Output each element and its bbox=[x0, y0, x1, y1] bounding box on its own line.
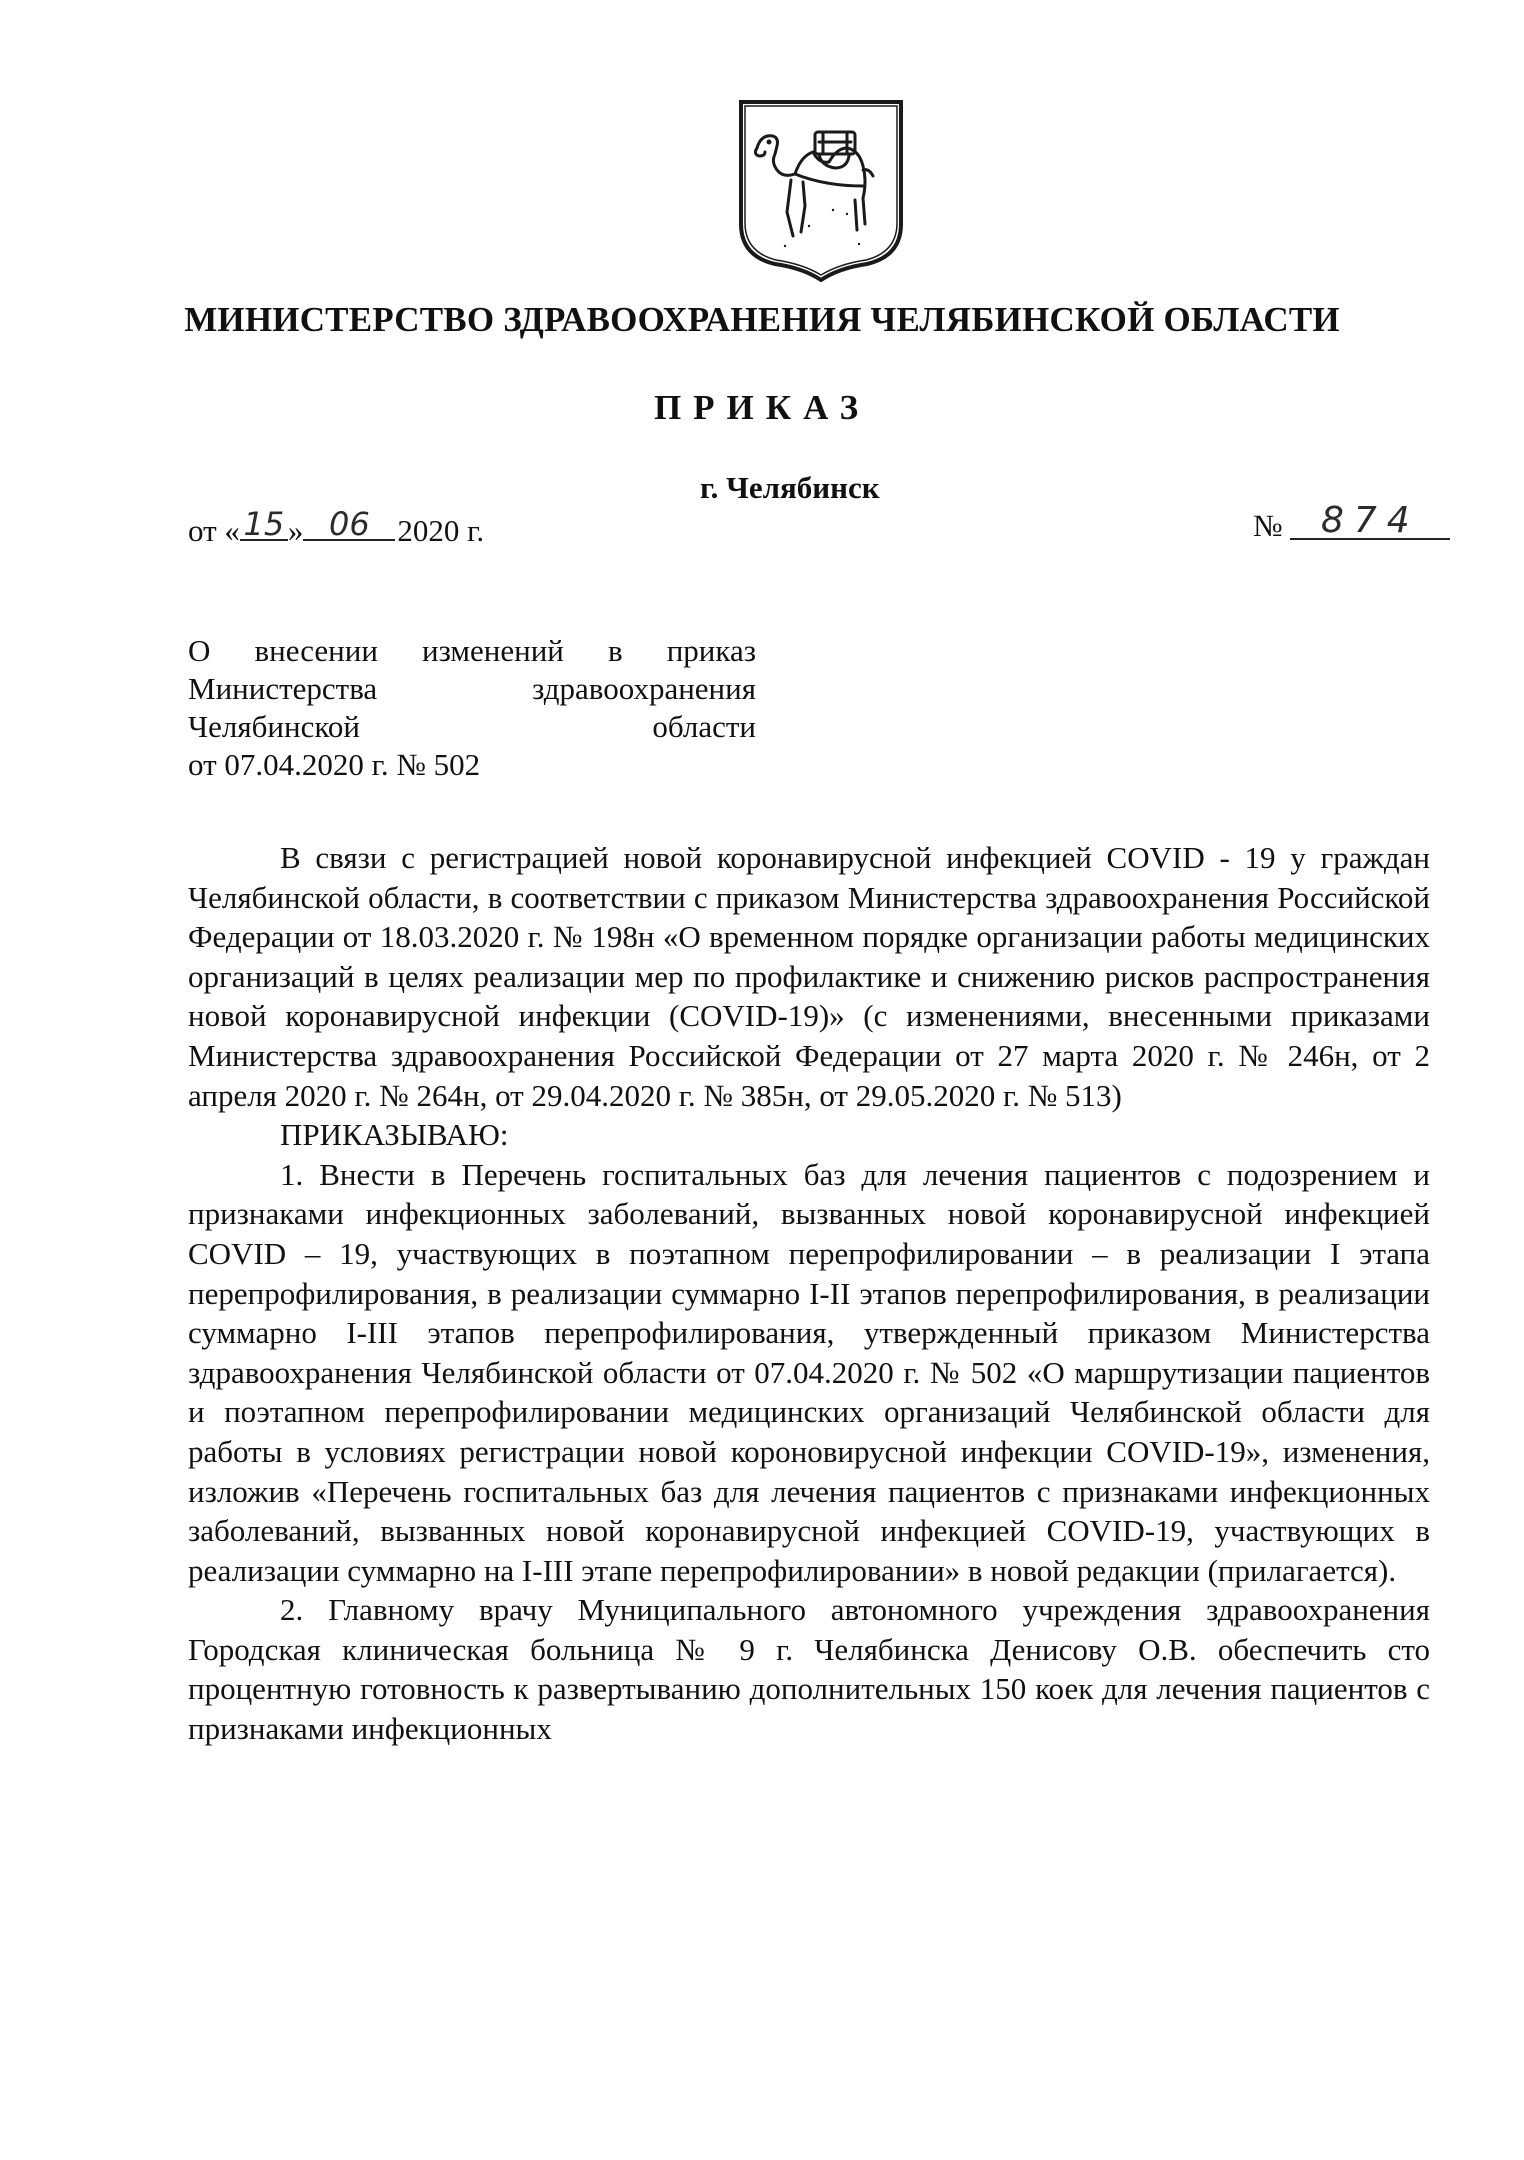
date-suffix: 2020 г. bbox=[397, 513, 485, 548]
subject-line: О внесении изменений в приказ bbox=[188, 633, 756, 668]
subject-line: Министерства здравоохранения bbox=[188, 671, 756, 706]
document-type-title: ПРИКАЗ bbox=[653, 388, 871, 427]
date-day-handwritten: 15 bbox=[240, 509, 288, 541]
date-month-handwritten: 06 bbox=[303, 509, 395, 541]
subject-line: от 07.04.2020 г. № 502 bbox=[188, 747, 481, 782]
order-date bbox=[188, 505, 485, 549]
coat-of-arms-camel-icon bbox=[735, 96, 907, 282]
order-subject bbox=[188, 632, 756, 784]
date-mid: » bbox=[287, 513, 304, 548]
order-item-2: 2. Главному врачу Муниципального автономного учреждения здравоохранения Городская клиническая больница № 9 г. Челябинска Денисову О.В. обеспечить сто процентную готовность к развертыванию дополнительных 150 коек для лечения пациентов с признаками инфекционных bbox=[188, 1592, 1430, 1747]
ministry-title: МИНИСТЕРСТВО ЗДРАВООХРАНЕНИЯ ЧЕЛЯБИНСКОЙ ОБЛАСТИ bbox=[184, 300, 1340, 339]
subject-line: Челябинской области bbox=[188, 709, 756, 744]
city-label: г. Челябинск bbox=[700, 470, 880, 505]
order-body bbox=[188, 838, 1430, 1749]
preamble-paragraph: В связи с регистрацией новой коронавирусной инфекцией COVID - 19 у граждан Челябинской области, в соответствии с приказом Министерства здравоохранения Российской Федерации от 18.03.2020 г. № 198н «О временном порядке организации работы медицинских организаций в целях реализации мер по профилактике и снижению рисков распространения новой коронавирусной инфекции (COVID-19)» (с изменениями, внесенными приказами Министерства здравоохранения Российской Федерации от 27 марта 2020 г. № 246н, от 2 апреля 2020 г. № 264н, от 29.04.2020 г. № 385н, от 29.05.2020 г. № 513) bbox=[188, 840, 1430, 1113]
directive-heading: ПРИКАЗЫВАЮ: bbox=[280, 1117, 509, 1153]
order-item-1: 1. Внести в Перечень госпитальных баз для лечения пациентов с подозрением и признаками инфекционных заболеваний, вызванных новой коронавирусной инфекцией COVID – 19, участвующих в поэтапном перепрофилировании – в реализации I этапа перепрофилирования, в реализации суммарно I-II этапов перепрофилирования, в реализации суммарно I-III этапов перепрофилирования, утвержденный приказом Министерства здравоохранения Челябинской области от 07.04.2020 г. № 502 «О маршрутизации пациентов и поэтапном перепрофилировании медицинских организаций Челябинской области для работы в условиях регистрации новой короновирусной инфекции COVID-19», изменения, изложив «Перечень госпитальных баз для лечения пациентов с признаками инфекционных заболеваний, вызванных новой коронавирусной инфекцией COVID-19, участвующих в реализации суммарно на I-III этапе перепрофилировании» в новой редакции (прилагается). bbox=[188, 1156, 1430, 1588]
order-number bbox=[1253, 500, 1450, 544]
date-prefix: от « bbox=[188, 513, 240, 548]
number-prefix: № bbox=[1253, 508, 1283, 543]
number-value-handwritten: 874 bbox=[1290, 504, 1450, 540]
